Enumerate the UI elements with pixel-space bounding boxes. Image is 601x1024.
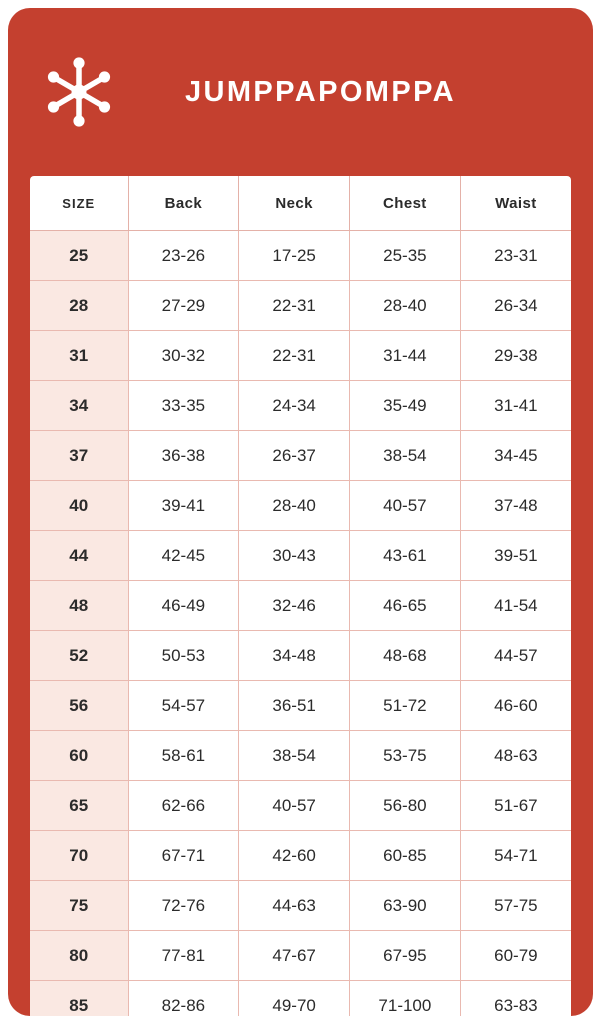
cell-size: 48: [30, 581, 128, 631]
cell-neck: 22-31: [239, 281, 350, 331]
table-row: [30, 731, 571, 781]
cell-neck: 47-67: [239, 931, 350, 981]
cell-chest: 46-65: [350, 581, 461, 631]
cell-back: 33-35: [128, 381, 239, 431]
cell-chest: 25-35: [350, 231, 461, 281]
cell-back: 46-49: [128, 581, 239, 631]
table-row: [30, 431, 571, 481]
cell-waist: 29-38: [460, 331, 571, 381]
cell-waist: 41-54: [460, 581, 571, 631]
table-row: [30, 931, 571, 981]
table-row: [30, 331, 571, 381]
cell-neck: 26-37: [239, 431, 350, 481]
cell-chest: 63-90: [350, 881, 461, 931]
cell-neck: 44-63: [239, 881, 350, 931]
table-row: [30, 281, 571, 331]
cell-neck: 49-70: [239, 981, 350, 1017]
cell-waist: 23-31: [460, 231, 571, 281]
table-row: [30, 981, 571, 1017]
cell-waist: 46-60: [460, 681, 571, 731]
size-table: [30, 176, 571, 1016]
cell-neck: 40-57: [239, 781, 350, 831]
cell-neck: 30-43: [239, 531, 350, 581]
cell-chest: 31-44: [350, 331, 461, 381]
table-row: [30, 531, 571, 581]
cell-size: 40: [30, 481, 128, 531]
table-row: [30, 781, 571, 831]
table-row: [30, 581, 571, 631]
cell-chest: 43-61: [350, 531, 461, 581]
table-row: [30, 831, 571, 881]
cell-back: 36-38: [128, 431, 239, 481]
cell-back: 58-61: [128, 731, 239, 781]
cell-size: 60: [30, 731, 128, 781]
cell-back: 54-57: [128, 681, 239, 731]
cell-neck: 36-51: [239, 681, 350, 731]
cell-back: 62-66: [128, 781, 239, 831]
cell-size: 75: [30, 881, 128, 931]
cell-waist: 54-71: [460, 831, 571, 881]
cell-size: 56: [30, 681, 128, 731]
table-row: [30, 631, 571, 681]
cell-back: 23-26: [128, 231, 239, 281]
cell-size: 28: [30, 281, 128, 331]
cell-back: 82-86: [128, 981, 239, 1017]
cell-neck: 32-46: [239, 581, 350, 631]
cell-neck: 38-54: [239, 731, 350, 781]
card-header: [8, 8, 593, 176]
cell-chest: 48-68: [350, 631, 461, 681]
cell-size: 37: [30, 431, 128, 481]
table-row: [30, 481, 571, 531]
table-row: [30, 681, 571, 731]
column-header-chest: Chest: [350, 176, 461, 231]
column-header-neck: Neck: [239, 176, 350, 231]
column-header-back: Back: [128, 176, 239, 231]
cell-waist: 39-51: [460, 531, 571, 581]
size-table-container: [30, 176, 571, 1016]
cell-size: 52: [30, 631, 128, 681]
cell-chest: 53-75: [350, 731, 461, 781]
cell-neck: 42-60: [239, 831, 350, 881]
cell-chest: 51-72: [350, 681, 461, 731]
cell-size: 31: [30, 331, 128, 381]
table-row: [30, 881, 571, 931]
cell-neck: 34-48: [239, 631, 350, 681]
cell-back: 39-41: [128, 481, 239, 531]
cell-waist: 34-45: [460, 431, 571, 481]
cell-size: 44: [30, 531, 128, 581]
cell-chest: 67-95: [350, 931, 461, 981]
cell-back: 30-32: [128, 331, 239, 381]
cell-chest: 35-49: [350, 381, 461, 431]
cell-back: 50-53: [128, 631, 239, 681]
cell-neck: 17-25: [239, 231, 350, 281]
column-header-size: SIZE: [30, 176, 128, 231]
column-header-waist: Waist: [460, 176, 571, 231]
table-row: [30, 381, 571, 431]
cell-waist: 60-79: [460, 931, 571, 981]
asterisk-snowflake-icon: [34, 47, 124, 137]
cell-back: 77-81: [128, 931, 239, 981]
cell-back: 67-71: [128, 831, 239, 881]
cell-size: 65: [30, 781, 128, 831]
cell-waist: 37-48: [460, 481, 571, 531]
cell-chest: 40-57: [350, 481, 461, 531]
brand-title: JUMPPAPOMPPA: [184, 75, 457, 108]
cell-waist: 31-41: [460, 381, 571, 431]
cell-back: 72-76: [128, 881, 239, 931]
cell-back: 42-45: [128, 531, 239, 581]
cell-size: 25: [30, 231, 128, 281]
cell-waist: 63-83: [494, 995, 538, 1015]
cell-size: 80: [30, 931, 128, 981]
cell-chest: 71-100: [350, 981, 461, 1017]
cell-neck: 24-34: [239, 381, 350, 431]
cell-size: 70: [30, 831, 128, 881]
cell-chest: 38-54: [350, 431, 461, 481]
cell-neck: 28-40: [239, 481, 350, 531]
table-header: [30, 176, 571, 231]
cell-size: 85: [30, 981, 128, 1017]
cell-size: 34: [30, 381, 128, 431]
cell-waist: 51-67: [460, 781, 571, 831]
cell-waist: 57-75: [460, 881, 571, 931]
cell-waist: 44-57: [460, 631, 571, 681]
table-body: [30, 231, 571, 1017]
size-chart-card: [8, 8, 593, 1016]
cell-chest: 60-85: [350, 831, 461, 881]
cell-waist: 26-34: [460, 281, 571, 331]
table-row: [30, 231, 571, 281]
cell-chest: 56-80: [350, 781, 461, 831]
cell-neck: 22-31: [239, 331, 350, 381]
cell-chest: 28-40: [350, 281, 461, 331]
table-header-row: [30, 176, 571, 231]
cell-waist: 48-63: [460, 731, 571, 781]
cell-back: 27-29: [128, 281, 239, 331]
